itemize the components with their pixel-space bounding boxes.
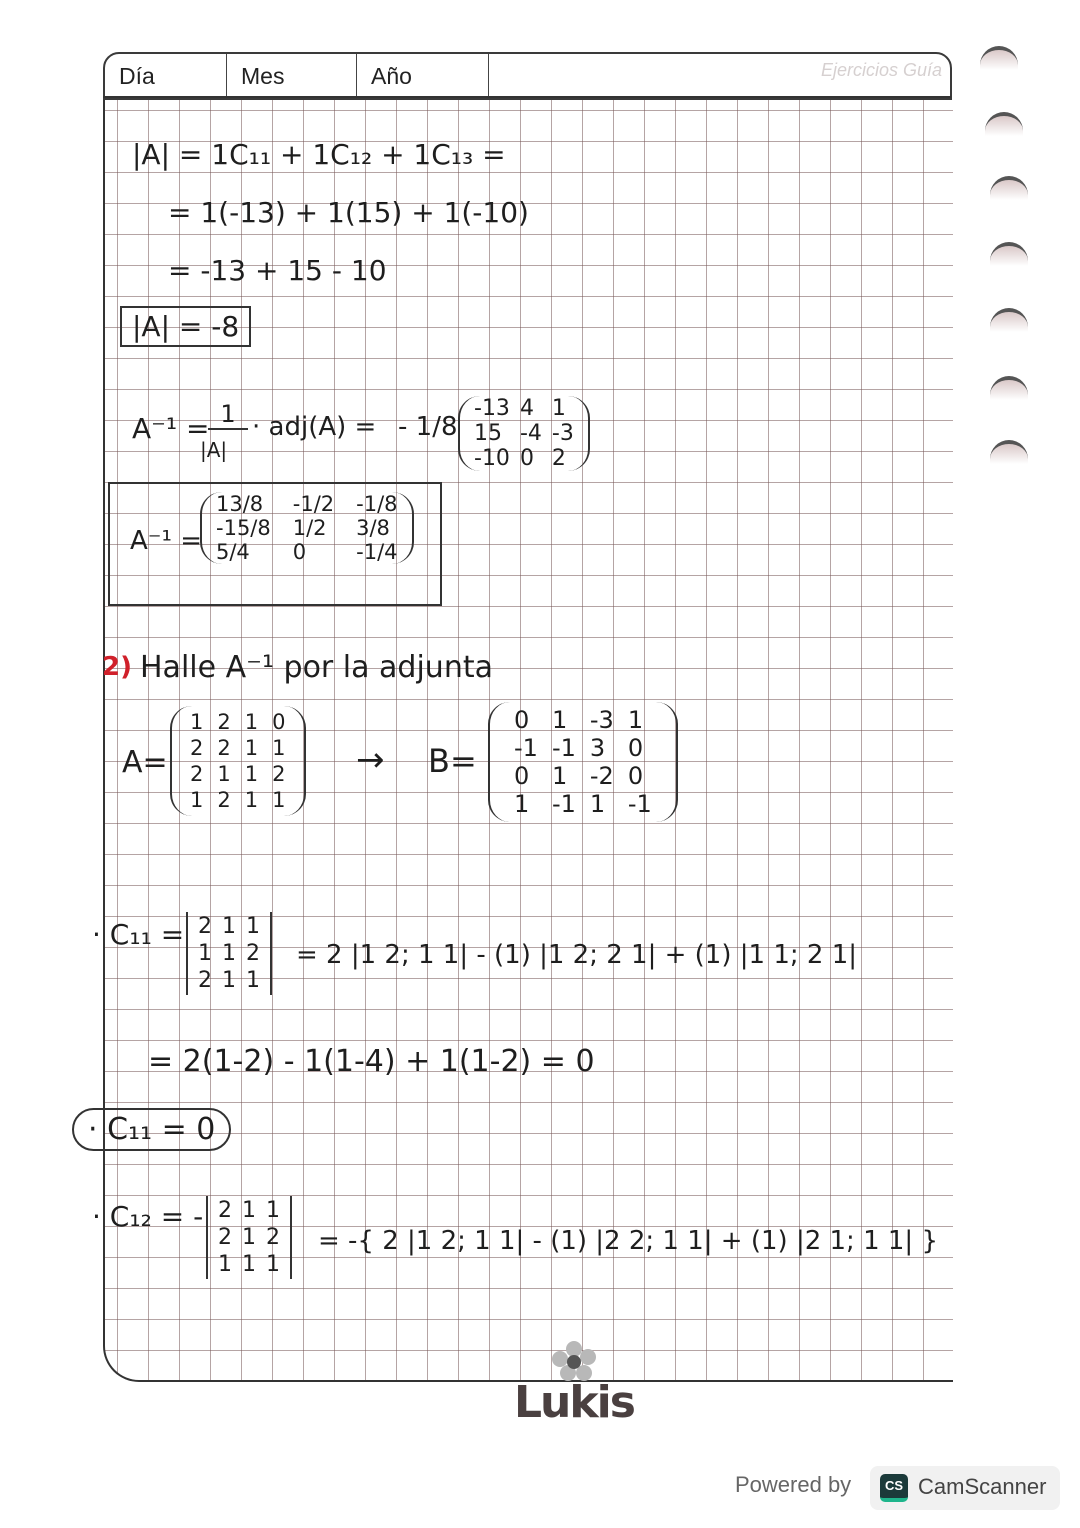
cell: 1 (589, 790, 606, 818)
signature: Lukis (514, 1377, 634, 1428)
adj-matrix (458, 396, 590, 471)
cell: 1 (244, 736, 259, 760)
cell: -4 (519, 421, 542, 446)
det-line-3: = -13 + 15 - 10 (168, 254, 387, 287)
ring-icon (990, 440, 1028, 464)
cell: 1/2 (292, 516, 327, 540)
cell: 3 (589, 734, 606, 762)
cell: 1 (222, 968, 236, 993)
cell: 3/8 (356, 516, 390, 540)
adj-label: · adj(A) = (252, 412, 377, 442)
c11-result: · C₁₁ = 0 (72, 1108, 231, 1151)
cell: 0 (627, 734, 644, 762)
cell: -15/8 (216, 516, 271, 540)
fraction-denominator: |A| (200, 438, 228, 462)
cell: 2 (198, 968, 212, 993)
cell: 2 (217, 710, 231, 734)
date-header (103, 52, 952, 100)
cell: 0 (272, 710, 286, 734)
cell: 2 (198, 914, 212, 939)
c12-determinant (206, 1196, 292, 1279)
fraction-numerator: 1 (208, 400, 248, 430)
cell: 1 (244, 788, 259, 812)
cell: 4 (519, 396, 534, 421)
lukis-logo (510, 1335, 634, 1430)
cell: 13/8 (216, 492, 264, 516)
cell: 2 (266, 1225, 280, 1250)
cell: 2 (272, 762, 286, 786)
cell: 1 (514, 790, 530, 818)
cell: 2 (190, 736, 204, 760)
cell: -3 (589, 706, 614, 734)
ring-icon (990, 242, 1028, 266)
cell: 1 (242, 1225, 256, 1250)
cell: 0 (627, 762, 644, 790)
cell: 1 (217, 762, 231, 786)
cell: -2 (589, 762, 614, 790)
cell: 2 (218, 1225, 232, 1250)
month-field: Mes (227, 54, 357, 98)
cell: 2 (218, 1198, 232, 1223)
cell: -13 (474, 396, 510, 421)
det-line-2: = 1(-13) + 1(15) + 1(-10) (168, 196, 529, 229)
cell: 2 (246, 941, 260, 966)
problem-title: Halle A⁻¹ por la adjunta (140, 650, 493, 685)
ring-icon (990, 176, 1028, 200)
cell: 2 (551, 446, 566, 471)
powered-by-text: Powered by (735, 1472, 852, 1497)
divider (103, 96, 951, 98)
arrow-icon: → (356, 740, 385, 780)
matrix-b-label: B= (428, 742, 477, 780)
c12-expansion: = -{ 2 |1 2; 1 1| - (1) |2 2; 1 1| + (1) |2 1; 1 1| } (318, 1226, 938, 1256)
cell: 0 (514, 706, 530, 734)
cell: 1 (246, 968, 260, 993)
cell: 1 (246, 914, 260, 939)
inverse-matrix (200, 492, 414, 564)
camscanner-icon: CS (880, 1474, 908, 1502)
cell: 1 (244, 710, 259, 734)
c12-label: · C₁₂ = - (92, 1200, 204, 1233)
cell: 2 (190, 762, 204, 786)
c11-determinant (186, 912, 272, 995)
camscanner-badge[interactable] (870, 1466, 1060, 1510)
inverse-lhs: A⁻¹ = (132, 412, 210, 445)
cell: 1 (218, 1252, 232, 1277)
day-field: Día (105, 54, 227, 98)
matrix-a (170, 706, 306, 816)
cell: -1 (551, 734, 576, 762)
ring-icon (980, 46, 1018, 70)
cell: 1 (242, 1252, 256, 1277)
cell: 15 (474, 421, 502, 446)
c11-expansion: = 2 |1 2; 1 1| - (1) |1 2; 2 1| + (1) |1 1; 2 1| (296, 940, 857, 970)
cell: 1 (551, 762, 568, 790)
cell: 1 (551, 396, 566, 421)
cell: -1/4 (356, 540, 398, 564)
cell: 0 (292, 540, 307, 564)
cell: 1 (272, 788, 286, 812)
cell: 1 (551, 706, 568, 734)
inverse-result-box (108, 482, 442, 606)
cell: -1 (514, 734, 538, 762)
year-field: Año (357, 54, 489, 98)
inverse-result-lhs: A⁻¹ = (130, 526, 202, 556)
cell: -1/2 (292, 492, 335, 516)
c11-label: · C₁₁ = (92, 918, 185, 951)
det-line-1: |A| = 1C₁₁ + 1C₁₂ + 1C₁₃ = (132, 138, 506, 171)
bleedthrough-text: Ejercicios Guía (820, 60, 942, 80)
cell: 1 (266, 1198, 280, 1223)
ring-icon (985, 112, 1023, 136)
camscanner-name: CamScanner (918, 1474, 1047, 1499)
problem-number: 2) (102, 652, 132, 682)
scalar: - 1/8 (398, 412, 458, 442)
cell: 0 (514, 762, 530, 790)
cell: 1 (266, 1252, 280, 1277)
ring-icon (990, 308, 1028, 332)
cell: 2 (217, 788, 231, 812)
det-result: |A| = -8 (120, 306, 251, 347)
cell: 1 (190, 788, 204, 812)
matrix-a-label: A= (122, 745, 168, 780)
cell: 5/4 (216, 540, 250, 564)
cell: 1 (627, 706, 644, 734)
cell: 1 (244, 762, 259, 786)
cell: 1 (272, 736, 286, 760)
cell: 1 (222, 941, 236, 966)
cell: -1 (551, 790, 576, 818)
cell: 1 (190, 710, 204, 734)
cell: 1 (222, 914, 236, 939)
cell: 1 (198, 941, 212, 966)
cell: 1 (242, 1198, 256, 1223)
cell: 0 (519, 446, 534, 471)
cell: -1/8 (356, 492, 398, 516)
c11-evaluation: = 2(1-2) - 1(1-4) + 1(1-2) = 0 (148, 1044, 595, 1079)
matrix-b (488, 702, 678, 822)
cell: -10 (474, 446, 510, 471)
cell: -3 (551, 421, 574, 446)
ring-icon (990, 376, 1028, 400)
cell: -1 (627, 790, 652, 818)
cell: 2 (217, 736, 231, 760)
